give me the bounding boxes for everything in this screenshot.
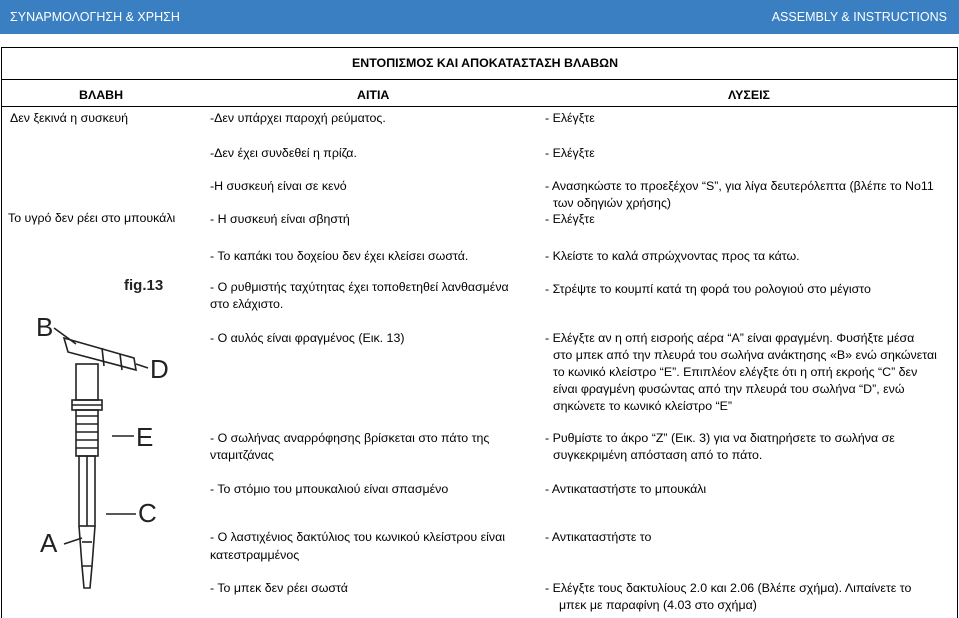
cause-switched-off: - Η συσκευή είναι σβηστή: [210, 212, 350, 226]
cause-suction-tube-line2: νταμιτζάνας: [210, 448, 274, 462]
figure-letter-c: C: [138, 498, 157, 528]
solution-air-hole-line3: το κωνικό κλείστρο “Ε”. Επιπλέον ελέγξτε ότι η οπή εκροής “C” δεν: [553, 365, 918, 379]
solution-air-hole-line4: είναι φραγμένη φυσώντας από την πλευρά του σωλήνα “D”, ενώ: [553, 382, 905, 396]
solution-check-switch: - Ελέγξτε: [545, 212, 595, 226]
table-title: ΕΝΤΟΠΙΣΜΟΣ ΚΑΙ ΑΠΟΚΑΤΑΣΤΑΣΗ ΒΛΑΒΩΝ: [352, 56, 619, 70]
solution-replace-bottle: - Αντικαταστήστε το μπουκάλι: [545, 482, 707, 496]
cause-bottle-neck-broken: - Το στόμιο του μπουκαλιού είναι σπασμένο: [210, 482, 449, 496]
cause-nozzle-flow: - Το μπεκ δεν ρέει σωστά: [210, 581, 348, 595]
cause-rubber-ring-line2: κατεστραμμένος: [210, 548, 300, 562]
solution-lift-s-line2: των οδηγιών χρήσης): [553, 196, 672, 210]
cause-tube-blocked: - Ο αυλός είναι φραγμένος (Εικ. 13): [210, 331, 405, 345]
column-header-fault: ΒΛΑΒΗ: [79, 88, 124, 102]
header-title-greek: ΣΥΝΑΡΜΟΛΟΓΗΣΗ & ΧΡΗΣΗ: [10, 10, 180, 24]
cause-not-plugged: -Δεν έχει συνδεθεί η πρίζα.: [210, 146, 357, 160]
figure-letter-b: B: [36, 312, 54, 342]
table-divider: [1, 106, 957, 107]
solution-close-lid: - Κλείστε το καλά σπρώχνοντας προς τα κάτω.: [545, 249, 800, 263]
column-header-solution: ΛΥΣΕΙΣ: [728, 88, 770, 102]
solution-check-rings-line2: μπεκ με παραφίνη (4.03 στο σχήμα): [559, 598, 757, 612]
solution-air-hole-line2: στο μπεκ από την πλευρά του σωλήνα ανάκτησης «Β» ενώ σηκώνεται: [553, 348, 937, 362]
figure-letter-a: A: [40, 528, 58, 558]
cause-speed-regulator-line2: στο ελάχιστο.: [210, 297, 284, 311]
header-title-english: ASSEMBLY & INSTRUCTIONS: [771, 10, 947, 24]
figure-letter-e: E: [136, 422, 154, 452]
cause-rubber-ring-line1: - Ο λαστιχένιος δακτύλιος του κωνικού κλείστρου είναι: [210, 530, 505, 544]
figure-label: fig.13: [124, 277, 164, 294]
solution-air-hole-line5: σηκώνετε το κωνικό κλείστρο “Ε”: [553, 399, 733, 413]
table-divider: [1, 79, 957, 80]
solution-adjust-z-line2: συγκεκριμένη απόσταση από το πάτο.: [553, 448, 763, 462]
solution-check-power: - Ελέγξτε: [545, 111, 595, 125]
solution-check-rings-line1: - Ελέγξτε τους δακτυλίους 2.0 και 2.06 (Βλέπε σχήμα). Λιπαίνετε το: [545, 581, 912, 595]
solution-air-hole-line1: - Ελέγξτε αν η οπή εισροής αέρα “Α” είναι φραγμένη. Φυσήξτε μέσα: [545, 331, 915, 345]
cause-no-power: -Δεν υπάρχει παροχή ρεύματος.: [210, 111, 386, 125]
cause-lid-not-closed: - Το καπάκι του δοχείου δεν έχει κλείσει σωστά.: [210, 249, 469, 263]
fault-no-flow: Το υγρό δεν ρέει στο μπουκάλι: [8, 211, 176, 225]
page-header: [0, 0, 959, 34]
cause-suction-tube-line1: - Ο σωλήνας αναρρόφησης βρίσκεται στο πάτο της: [210, 431, 490, 445]
figure-letter-d: D: [150, 354, 169, 384]
solution-turn-knob: - Στρέψτε το κουμπί κατά τη φορά του ρολογιού στο μέγιστο: [545, 282, 871, 296]
cause-vacuum: -Η συσκευή είναι σε κενό: [210, 179, 347, 193]
cause-speed-regulator-line1: - Ο ρυθμιστής ταχύτητας έχει τοποθετηθεί λανθασμένα: [210, 280, 509, 294]
solution-check-plug: - Ελέγξτε: [545, 146, 595, 160]
solution-lift-s-line1: - Ανασηκώστε το προεξέχον “S”, για λίγα δευτερόλεπτα (βλέπε το Νο11: [545, 179, 934, 193]
fault-no-start: Δεν ξεκινά η συσκευή: [10, 111, 129, 125]
column-header-cause: ΑΙΤΙΑ: [357, 88, 390, 102]
figure-13-nozzle-diagram: [24, 266, 188, 606]
solution-adjust-z-line1: - Ρυθμίστε το άκρο “Ζ” (Εικ. 3) για να διατηρήσετε το σωλήνα σε: [545, 431, 895, 445]
solution-replace-ring: - Αντικαταστήστε το: [545, 530, 652, 544]
